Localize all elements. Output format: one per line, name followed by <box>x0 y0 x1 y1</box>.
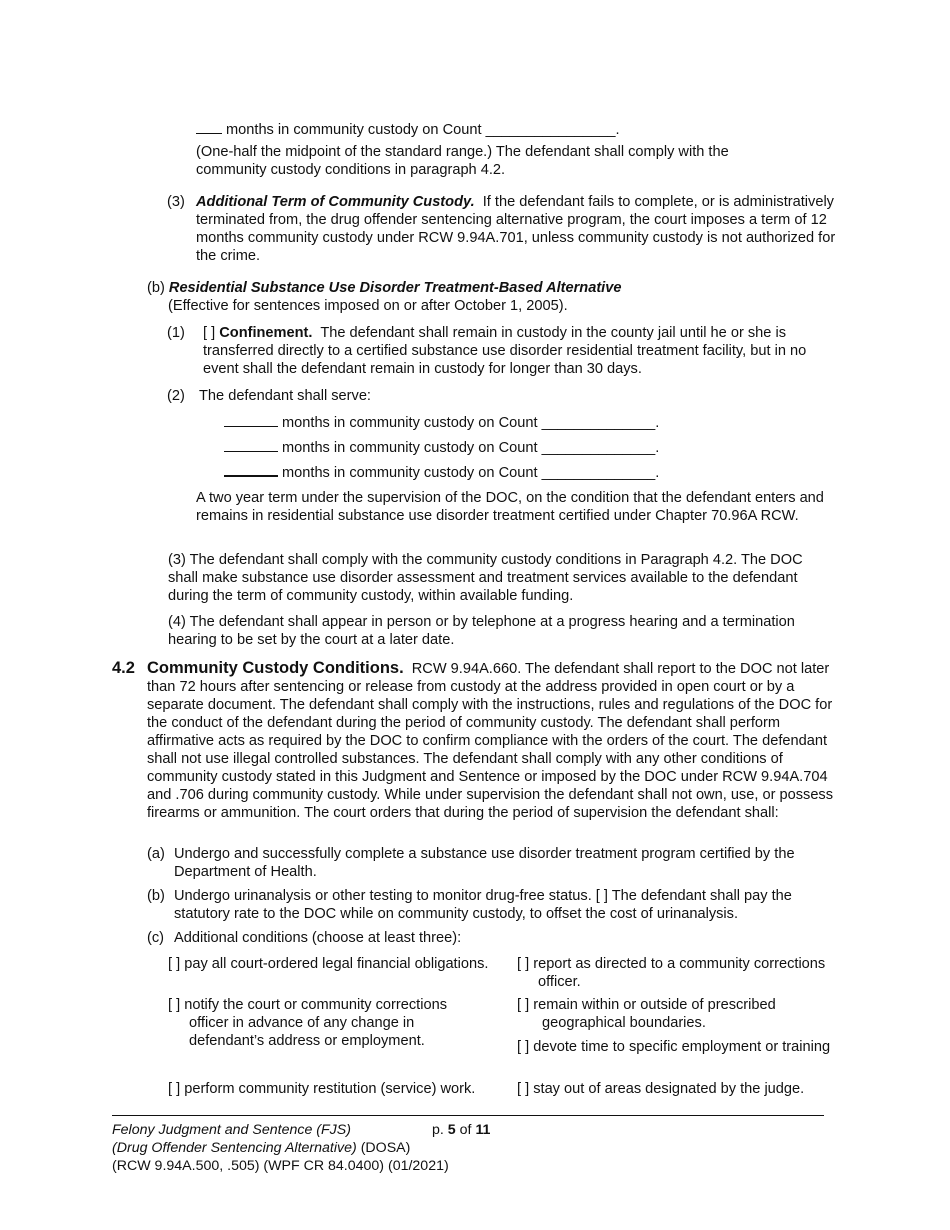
section-b-subtitle: (Effective for sentences imposed on or after October 1, 2005). <box>168 298 568 314</box>
condition-right-3[interactable]: [ ] devote time to specific employment or training <box>517 1039 831 1055</box>
months-blank-2[interactable] <box>224 437 278 452</box>
section-b-item-4: (4) The defendant shall appear in person or by telephone at a progress hearing and a termination hearing to be set by the court at a later date. <box>168 614 795 648</box>
custody-line-3: months in community custody on Count ______________. <box>224 461 824 482</box>
condition-left-3[interactable]: [ ] perform community restitution (service) work. <box>168 1081 476 1097</box>
confinement-item: (1) [ ] Confinement. The defendant shall remain in custody in the county jail until he or she is transferred directly to a certified substance use disorder residential treatment facility, but in no event shall the defendant remain in custody for longer than 30 days. <box>167 325 807 377</box>
additional-term-item: (3) Additional Term of Community Custody. If the defendant fails to complete, or is administratively terminated from, the drug offender sentencing alternative program, the court imposes a term of 12 months community custody under RCW 9.94A.701, unless community custody is not authorized for the crime. <box>167 194 836 264</box>
page-current: 5 <box>447 1122 456 1138</box>
footer-rule <box>112 1115 824 1116</box>
footer-line-2: (Drug Offender Sentencing Alternative) (DOSA) <box>112 1140 411 1156</box>
condition-right-4[interactable]: [ ] stay out of areas designated by the judge. <box>517 1081 805 1097</box>
section-4-2-text: RCW 9.94A.660. The defendant shall report to the DOC not later than 72 hours after sentencing or release from custody at the address provided in open court or by a separate document. The defendant shall comply with the instructions, rules and regulations of the DOC for the conduct of the defendant during the period of community custody. The defendant shall perform affirmative acts as required by the DOC to confirm compliance with the orders of the court. The defendant shall not use illegal controlled substances. The defendant shall comply with any other conditions of community custody stated in this Judgment and Sentence or imposed by the DOC under RCW 9.94A.704 and .706 during community custody. While under supervision the defendant shall not own, use, or possess firearms or ammunition. The court orders that during the period of supervision the defendant shall: <box>147 661 834 821</box>
two-year-term-note: A two year term under the supervision of the DOC, on the condition that the defendant enters and remains in residential substance use disorder treatment certified under Chapter 70.96A RCW. <box>196 490 824 524</box>
confinement-title: Confinement. <box>219 325 313 341</box>
section-4-2-title: Community Custody Conditions. <box>147 659 404 677</box>
additional-term-title: Additional Term of Community Custody. <box>196 194 475 210</box>
section-number: 4.2 <box>112 659 135 677</box>
condition-left-1[interactable]: [ ] pay all court-ordered legal financial obligations. <box>168 956 489 972</box>
section-b-item-3: (3) The defendant shall comply with the community custody conditions in Paragraph 4.2. The DOC shall make substance use disorder assessment and treatment services available to the defendant during the term of community custody, within available funding. <box>168 552 803 604</box>
dosa-custody-note: (One-half the midpoint of the standard range.) The defendant shall comply with the community custody conditions in paragraph 4.2. <box>196 144 729 178</box>
months-blank-1[interactable] <box>224 412 278 427</box>
serve-item: (2) The defendant shall serve: <box>167 388 371 404</box>
confinement-text: The defendant shall remain in custody in the county jail until he or she is transferred directly to a certified substance use disorder residential treatment facility, but in no event shall the defendant remain in custody for longer than 30 days. <box>203 325 807 377</box>
condition-c: (c) Additional conditions (choose at least three): <box>147 930 462 946</box>
custody-line-2: months in community custody on Count ______________. <box>224 437 824 457</box>
condition-right-1[interactable]: [ ] report as directed to a community corrections officer. <box>517 956 826 990</box>
condition-right-2[interactable]: [ ] remain within or outside of prescribed geographical boundaries. <box>517 997 776 1031</box>
page-indicator: p. 5 of 11 <box>432 1122 491 1138</box>
months-blank[interactable] <box>196 119 222 134</box>
custody-line-1: months in community custody on Count ______________. <box>224 412 824 432</box>
section-b-heading: (b) Residential Substance Use Disorder Treatment-Based Alternative <box>147 280 622 296</box>
section-b-title: Residential Substance Use Disorder Treatment-Based Alternative <box>168 280 622 296</box>
dosa-custody-line: months in community custody on Count ________________. <box>196 119 836 139</box>
condition-b: (b) Undergo urinanalysis or other testing to monitor drug-free status. [ ] The defendant shall pay the statutory rate to the DOC while on community custody, to offset the cost of urinanalysis. <box>147 888 792 922</box>
page-total: 11 <box>475 1122 491 1138</box>
footer-line-3: (RCW 9.94A.500, .505) (WPF CR 84.0400) (01/2021) <box>112 1158 449 1174</box>
section-4-2 <box>112 659 837 822</box>
months-blank-3[interactable] <box>224 461 278 477</box>
additional-term-text: If the defendant fails to complete, or is administratively terminated from, the drug offender sentencing alternative program, the court imposes a term of 12 months community custody under RCW 9.94A.701, unless community custody is not authorized for the crime. <box>196 194 836 264</box>
footer-form-title: Felony Judgment and Sentence (FJS) <box>112 1122 351 1138</box>
condition-a: (a) Undergo and successfully complete a substance use disorder treatment program certified by the Department of Health. <box>147 846 795 880</box>
confinement-checkbox[interactable]: [ ] <box>203 325 216 341</box>
condition-left-2[interactable]: [ ] notify the court or community corrections officer in advance of any change in defendant’s address or employment. <box>168 997 448 1049</box>
footer-line-1 <box>112 1121 712 1139</box>
